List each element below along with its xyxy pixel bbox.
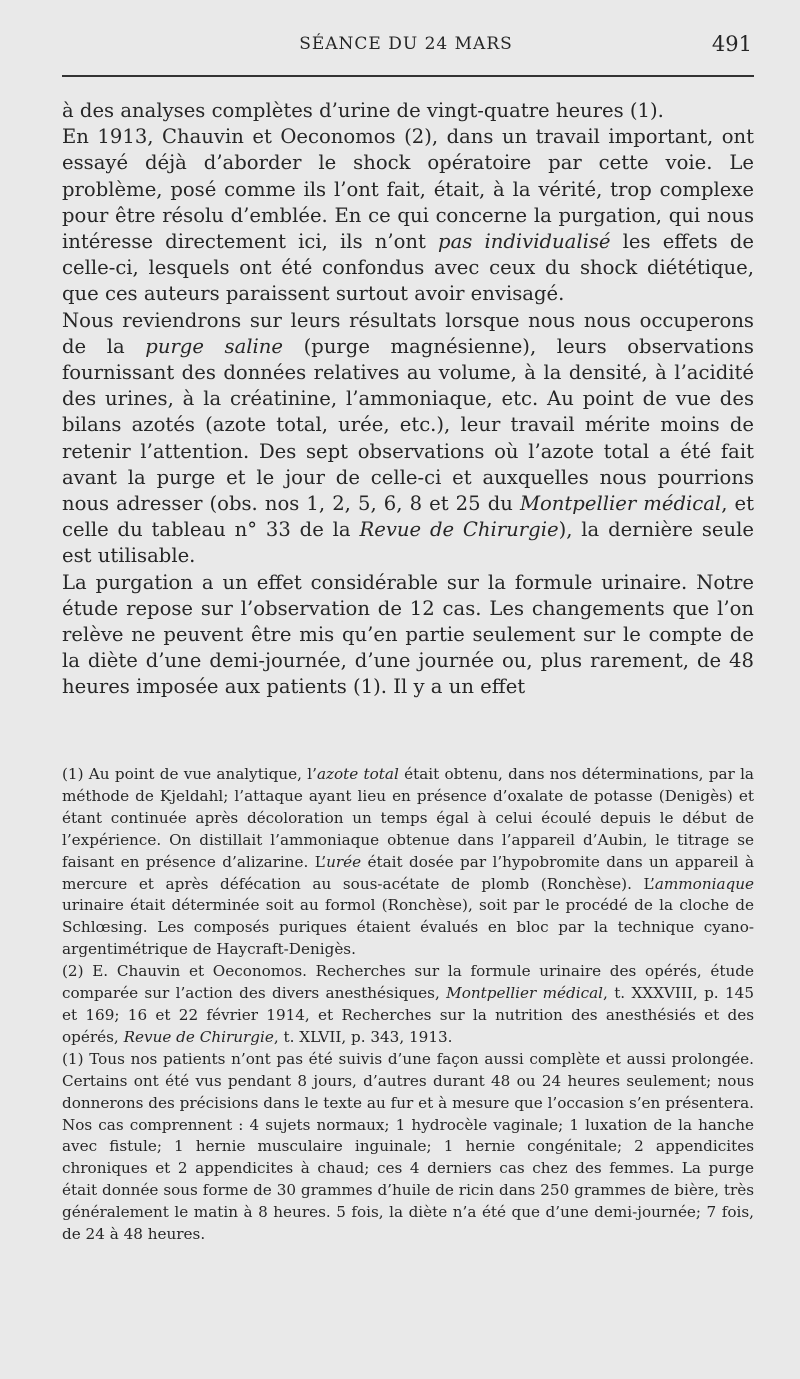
paragraph-1 <box>62 98 754 308</box>
emphasis: Montpellier médical <box>519 492 722 516</box>
paragraph-3: La purgation a un effet considérable sur la formule urinaire. Notre étude repose sur l’observation de 12 cas. Les changements que l’on relève ne peuvent être mis qu’en partie seulement sur le compte de la diète d’une demi-journée, d’une journée ou, plus rarement, de 48 heures imposée aux patients (1). Il y a un effet <box>62 570 754 699</box>
page-header <box>60 34 752 64</box>
main-text <box>62 98 754 701</box>
text-run: , et celle du tableau n° 33 de la <box>62 492 754 542</box>
emphasis: urée <box>326 852 362 871</box>
text-run: En 1913, Chauvin et Oeconomos (2), dans un travail important, ont essayé déjà d’aborder le shock opératoire par cette voie. Le problème, posé comme ils l’ont fait, était, à la vérité, trop complexe pour être résolu d’emblée. En ce qui concerne la purgation, qui nous intéresse directement ici, ils n’ont <box>62 125 754 254</box>
text-run: était obtenu, dans nos déterminations, par la méthode de Kjeldahl; l’attaque ayant lieu en présence d’oxalate de potasse (Denigès) et étant continuée après décoloration un temps égal à celui écoulé depuis le début de l’expérience. On distillait l’ammoniaque obtenue dans l’appareil d’Aubin, le titrage se faisant en présence d’alizarine. L’ <box>62 765 754 871</box>
emphasis: ammoniaque <box>654 874 754 893</box>
emphasis: Montpellier médical <box>446 984 604 1003</box>
text-run: (1) Au point de vue analytique, l’ <box>62 765 317 783</box>
emphasis: purge saline <box>145 334 284 358</box>
text-run: urinaire était déterminée soit au formol (Ronchèse), soit par le procédé de la cloche de Schlœsing. Les composés puriques étaient évalués en bloc par la technique cyano-argentimétrique de Haycraft-Denigès. <box>62 896 754 959</box>
emphasis: pas individualisé <box>438 230 611 254</box>
footnote-2 <box>62 961 754 1049</box>
text-run: était dosée par l’hypobromite dans un appareil à mercure et après défécation au sous-acétate de plomb (Ronchèse). L’ <box>62 852 755 893</box>
emphasis: Revue de Chirurgie <box>359 518 559 542</box>
running-title: SÉANCE DU 24 MARS <box>299 34 513 54</box>
emphasis: azote total <box>316 765 399 783</box>
text-run: Nous reviendrons sur leurs résultats lorsque nous nous occuperons de la <box>62 308 754 358</box>
footnote-1 <box>62 764 754 961</box>
text-run: à des analyses complètes d’urine de vingt-quatre heures (1). <box>62 99 664 122</box>
text-run: ), la dernière seule est utilisable. <box>62 518 754 568</box>
text-run: , t. XXXVIII, p. 145 et 169; 16 et 22 février 1914, et Recherches sur la nutrition des anesthésiés et des opérés, <box>62 984 754 1046</box>
footnotes <box>62 764 754 1246</box>
text-run: (purge magnésienne), leurs observations fournissant des données relatives au volume, à la densité, à l’acidité des urines, à la créatinine, l’ammoniaque, etc. Au point de vue des bilans azotés (azote total, urée, etc.), leur travail mérite moins de retenir l’attention. Des sept observations où l’azote total a été fait avant la purge et le jour de celle-ci et auxquelles nous pourrions nous adresser (obs. nos 1, 2, 5, 6, 8 et 25 du <box>62 334 754 516</box>
emphasis: Revue de Chirurgie <box>123 1027 274 1046</box>
text-run: les effets de celle-ci, lesquels ont été confondus avec ceux du shock diététique, que ces auteurs paraissent surtout avoir envisagé. <box>62 230 755 306</box>
header-rule <box>62 75 754 77</box>
footnote-3: (1) Tous nos patients n’ont pas été suivis d’une façon aussi complète et aussi prolongée. Certains ont été vus pendant 8 jours, d’autres durant 48 ou 24 heures seulement; nous donnerons des précisions dans le texte au fur et à mesure que l’occasion s’en présentera. Nos cas comprennent : 4 sujets normaux; 1 hydrocèle vaginale; 1 luxation de la hanche avec fistule; 1 hernie musculaire inguinale; 1 hernie congénitale; 2 appendicites chroniques et 2 appendicites à chaud; ces 4 derniers cas chez des femmes. La purge était donnée sous forme de 30 grammes d’huile de ricin dans 250 grammes de bière, très généralement le matin à 8 heures. 5 fois, la diète n’a été que d’une demi-journée; 7 fois, de 24 à 48 heures. <box>62 1049 754 1244</box>
paragraph-2 <box>62 308 754 570</box>
text-run: , t. XLVII, p. 343, 1913. <box>273 1027 453 1046</box>
page-number: 491 <box>711 32 752 56</box>
text-run: (2) E. Chauvin et Oeconomos. Recherches sur la formule urinaire des opérés, étude comparée sur l’action des divers anesthésiques, <box>62 962 754 1003</box>
